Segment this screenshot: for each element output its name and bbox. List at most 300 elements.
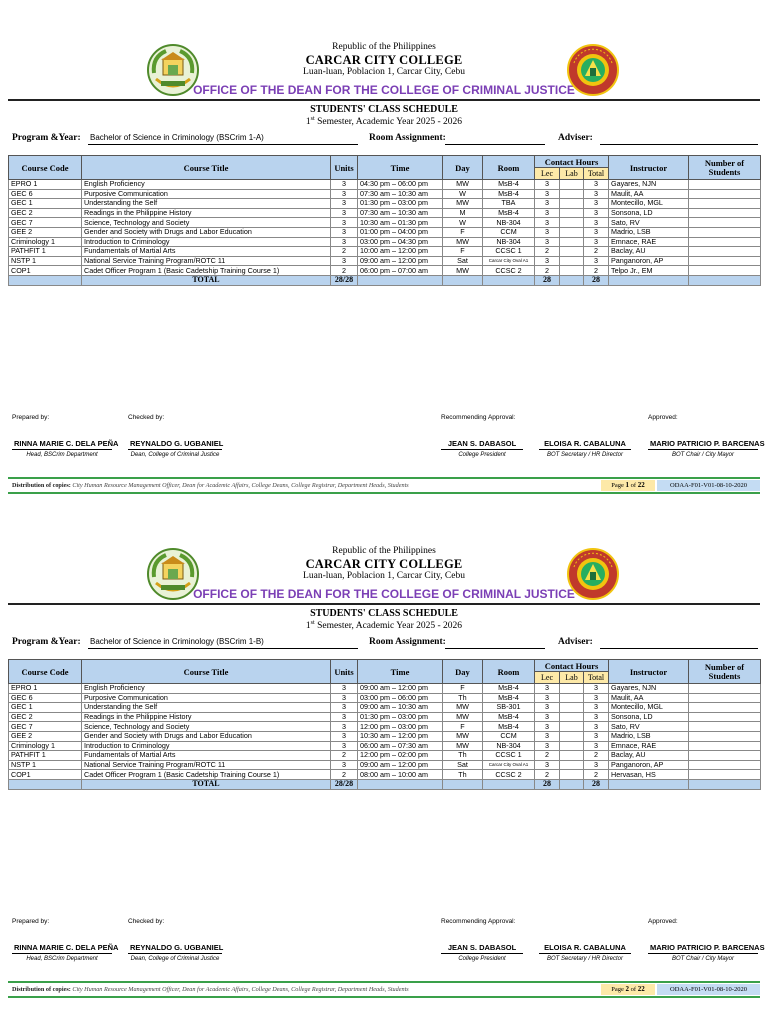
cell-instructor: Madrio, LSB (609, 227, 689, 237)
republic-line: Republic of the Philippines (332, 42, 436, 52)
distribution-line: Distribution of copies: City Human Resource Management Officer, Dean for Academic Affairs, College Deans, College Registrar, Department Heads, Students (12, 986, 409, 993)
cell-room: CCSC 2 (483, 266, 535, 276)
program-row (0, 133, 768, 147)
cell-units: 3 (331, 218, 358, 228)
cell-course-title: Readings in the Philippine History (82, 208, 331, 218)
cell-room: MsB-4 (483, 684, 535, 694)
cell-course-title: Cadet Officer Program 1 (Basic Cadetship Training Course 1) (82, 266, 331, 276)
schedule-rows (9, 684, 761, 780)
cell-course-code: Criminology 1 (9, 237, 82, 247)
footer-divider-bottom (8, 492, 760, 494)
col-header-contact-hours: Contact Hours (535, 156, 609, 168)
col-header-units: Units (331, 660, 358, 684)
cell-students (689, 684, 761, 694)
cell-students (689, 237, 761, 247)
cell-room: MsB-4 (483, 722, 535, 732)
cell-course-code: EPRO 1 (9, 684, 82, 694)
table-row (9, 722, 761, 732)
table-row (9, 180, 761, 190)
cell-room: Carcar City Oval A1 (483, 760, 535, 770)
cell-students (689, 256, 761, 266)
signature-recommending-2: ELOISA R. CABALUNA BOT Secretary / HR Director (539, 439, 631, 458)
city-seal-icon (566, 43, 620, 97)
col-header-contact-hours: Contact Hours (535, 660, 609, 672)
cell-course-code: GEE 2 (9, 731, 82, 741)
cell-day: MW (443, 266, 483, 276)
room-field (445, 144, 545, 145)
cell-lec: 2 (535, 247, 560, 257)
table-row (9, 693, 761, 703)
col-header-total: Total (584, 168, 609, 180)
cell-units: 2 (331, 247, 358, 257)
cell-course-title: Purposive Communication (82, 693, 331, 703)
program-label: Program &Year: (12, 133, 81, 143)
recommending-label: Recommending Approval: (441, 918, 516, 925)
table-row (9, 247, 761, 257)
cell-lec: 3 (535, 208, 560, 218)
cell-units: 3 (331, 180, 358, 190)
prepared-label: Prepared by: (12, 414, 50, 421)
cell-course-title: Understanding the Self (82, 703, 331, 713)
col-header-instructor: Instructor (609, 660, 689, 684)
cell-time: 07:30 am – 10:30 am (358, 189, 443, 199)
cell-lab (560, 199, 584, 209)
cell-units: 3 (331, 703, 358, 713)
schedule-page-1 (0, 0, 768, 500)
cell-time: 10:30 am – 01:30 pm (358, 218, 443, 228)
cell-lec: 2 (535, 770, 560, 780)
cell-instructor: Hervasan, HS (609, 770, 689, 780)
cell-units: 3 (331, 256, 358, 266)
cell-lec: 3 (535, 693, 560, 703)
cell-lec: 3 (535, 227, 560, 237)
cell-lec: 3 (535, 256, 560, 266)
cell-total: 3 (584, 237, 609, 247)
college-address: Luan-luan, Poblacion 1, Carcar City, Cebu (303, 571, 465, 581)
adviser-field (600, 648, 758, 649)
cell-instructor: Maulit, AA (609, 693, 689, 703)
room-label: Room Assignment: (369, 133, 446, 143)
cell-day: F (443, 247, 483, 257)
signature-recommending-1: JEAN S. DABASOL College President (441, 439, 523, 458)
cell-course-code: COP1 (9, 770, 82, 780)
cell-instructor: Telpo Jr., EM (609, 266, 689, 276)
signature-approved: MARIO PATRICIO P. BARCENAS BOT Chair / City Mayor (650, 943, 765, 962)
cell-units: 3 (331, 731, 358, 741)
cell-units: 3 (331, 741, 358, 751)
cell-units: 3 (331, 237, 358, 247)
cell-day: F (443, 227, 483, 237)
cell-course-title: Science, Technology and Society (82, 722, 331, 732)
cell-course-code: GEC 6 (9, 693, 82, 703)
cell-course-title: Fundamentals of Martial Arts (82, 751, 331, 761)
cell-room: NB-304 (483, 741, 535, 751)
cell-room: CCSC 2 (483, 770, 535, 780)
cell-time: 07:30 am – 10:30 am (358, 208, 443, 218)
cell-room: TBA (483, 199, 535, 209)
cell-lec: 2 (535, 751, 560, 761)
program-value: Bachelor of Science in Criminology (BSCrim 1-B) (88, 637, 358, 649)
col-header-course-title: Course Title (82, 660, 331, 684)
cell-instructor: Gayares, NJN (609, 180, 689, 190)
cell-course-code: NSTP 1 (9, 256, 82, 266)
cell-instructor: Sato, RV (609, 722, 689, 732)
cell-course-code: GEC 6 (9, 189, 82, 199)
cell-lec: 3 (535, 703, 560, 713)
cell-course-title: Introduction to Criminology (82, 237, 331, 247)
cell-lab (560, 731, 584, 741)
cell-lec: 3 (535, 237, 560, 247)
cell-students (689, 760, 761, 770)
col-header-course-code: Course Code (9, 156, 82, 180)
cell-room: CCM (483, 227, 535, 237)
cell-students (689, 731, 761, 741)
office-title: OFFICE OF THE DEAN FOR THE COLLEGE OF CRIMINAL JUSTICE (193, 83, 575, 97)
cell-lec: 3 (535, 712, 560, 722)
schedule-title: STUDENTS' CLASS SCHEDULE (310, 104, 458, 115)
page-header (0, 40, 768, 98)
cell-lab (560, 266, 584, 276)
cell-time: 03:00 pm – 04:30 pm (358, 237, 443, 247)
footer-divider (8, 477, 760, 479)
college-name: CARCAR CITY COLLEGE (305, 557, 463, 571)
total-units: 28/28 (331, 275, 358, 285)
table-row (9, 684, 761, 694)
cell-course-code: COP1 (9, 266, 82, 276)
cell-time: 09:00 am – 10:30 am (358, 703, 443, 713)
cell-day: Th (443, 693, 483, 703)
table-row (9, 703, 761, 713)
table-row (9, 208, 761, 218)
form-number: ODAA-F01-V01-08-10-2020 (657, 984, 760, 995)
cell-instructor: Emnace, RAE (609, 741, 689, 751)
cell-room: CCM (483, 731, 535, 741)
cell-total: 3 (584, 731, 609, 741)
cell-lab (560, 751, 584, 761)
prepared-label: Prepared by: (12, 918, 50, 925)
total-label: TOTAL (82, 275, 331, 285)
cell-day: MW (443, 712, 483, 722)
cell-total: 3 (584, 218, 609, 228)
total-units: 28/28 (331, 779, 358, 789)
table-row (9, 189, 761, 199)
college-address: Luan-luan, Poblacion 1, Carcar City, Cebu (303, 67, 465, 77)
cell-room: CCSC 1 (483, 751, 535, 761)
cell-course-title: Introduction to Criminology (82, 741, 331, 751)
cell-students (689, 703, 761, 713)
cell-total: 3 (584, 208, 609, 218)
cell-course-code: GEC 2 (9, 208, 82, 218)
cell-room: MsB-4 (483, 189, 535, 199)
table-row (9, 751, 761, 761)
table-row (9, 731, 761, 741)
cell-course-title: English Proficiency (82, 684, 331, 694)
cell-day: F (443, 722, 483, 732)
cell-course-title: Science, Technology and Society (82, 218, 331, 228)
cell-time: 12:00 pm – 02:00 pm (358, 751, 443, 761)
col-header-time: Time (358, 156, 443, 180)
signature-recommending-1: JEAN S. DABASOL College President (441, 943, 523, 962)
approved-label: Approved: (648, 414, 678, 421)
cell-units: 3 (331, 722, 358, 732)
table-row (9, 760, 761, 770)
distribution-line: Distribution of copies: City Human Resource Management Officer, Dean for Academic Affairs, College Deans, College Registrar, Department Heads, Students (12, 482, 409, 489)
cell-units: 3 (331, 712, 358, 722)
cell-students (689, 180, 761, 190)
cell-lab (560, 760, 584, 770)
cell-total: 2 (584, 247, 609, 257)
cell-students (689, 741, 761, 751)
cell-time: 10:00 am – 12:00 pm (358, 247, 443, 257)
cell-day: Sat (443, 760, 483, 770)
cell-course-title: National Service Training Program/ROTC 11 (82, 256, 331, 266)
cell-day: Th (443, 751, 483, 761)
cell-time: 06:00 pm – 07:00 am (358, 266, 443, 276)
cell-time: 08:00 am – 10:00 am (358, 770, 443, 780)
col-header-number-of-students: Number of Students (689, 660, 761, 684)
cell-course-title: Cadet Officer Program 1 (Basic Cadetship Training Course 1) (82, 770, 331, 780)
checked-label: Checked by: (128, 414, 165, 421)
cell-total: 3 (584, 693, 609, 703)
cell-time: 06:00 am – 07:30 am (358, 741, 443, 751)
cell-units: 2 (331, 770, 358, 780)
cell-course-code: EPRO 1 (9, 180, 82, 190)
cell-course-title: Understanding the Self (82, 199, 331, 209)
col-header-day: Day (443, 156, 483, 180)
cell-time: 09:00 am – 12:00 pm (358, 256, 443, 266)
schedule-page-2 (0, 504, 768, 1004)
total-lec: 28 (535, 275, 560, 285)
cell-total: 2 (584, 770, 609, 780)
room-field (445, 648, 545, 649)
cell-day: Sat (443, 256, 483, 266)
col-header-total: Total (584, 672, 609, 684)
semester-line: 1st Semester, Academic Year 2025 - 2026 (305, 116, 463, 128)
cell-lab (560, 247, 584, 257)
cell-total: 3 (584, 712, 609, 722)
program-row (0, 637, 768, 651)
header-divider (8, 603, 760, 605)
cell-time: 12:00 pm – 03:00 pm (358, 722, 443, 732)
table-row (9, 237, 761, 247)
cell-instructor: Sato, RV (609, 218, 689, 228)
republic-line: Republic of the Philippines (332, 546, 436, 556)
col-header-instructor: Instructor (609, 156, 689, 180)
cell-room: SB-301 (483, 703, 535, 713)
cell-room: MsB-4 (483, 180, 535, 190)
cell-course-title: Readings in the Philippine History (82, 712, 331, 722)
program-label: Program &Year: (12, 637, 81, 647)
program-value: Bachelor of Science in Criminology (BSCrim 1-A) (88, 133, 358, 145)
cell-units: 3 (331, 693, 358, 703)
cell-course-code: PATHFIT 1 (9, 751, 82, 761)
page-header (0, 544, 768, 602)
table-row (9, 266, 761, 276)
cell-students (689, 722, 761, 732)
cell-lec: 3 (535, 199, 560, 209)
cell-instructor: Montecillo, MGL (609, 703, 689, 713)
semester-line: 1st Semester, Academic Year 2025 - 2026 (305, 620, 463, 632)
signature-checked: REYNALDO G. UGBANIEL Dean, College of Criminal Justice (130, 439, 224, 458)
cell-course-code: GEE 2 (9, 227, 82, 237)
page-number: Page 1 of 22 (601, 480, 655, 491)
cell-total: 3 (584, 760, 609, 770)
cell-lab (560, 693, 584, 703)
cell-course-code: Criminology 1 (9, 741, 82, 751)
cell-lab (560, 684, 584, 694)
cell-units: 3 (331, 227, 358, 237)
cell-time: 01:30 pm – 03:00 pm (358, 199, 443, 209)
signature-recommending-2: ELOISA R. CABALUNA BOT Secretary / HR Director (539, 943, 631, 962)
cell-course-code: GEC 7 (9, 722, 82, 732)
cell-students (689, 247, 761, 257)
recommending-label: Recommending Approval: (441, 414, 516, 421)
form-number: ODAA-F01-V01-08-10-2020 (657, 480, 760, 491)
cell-lec: 3 (535, 684, 560, 694)
cell-lab (560, 189, 584, 199)
cell-students (689, 712, 761, 722)
cell-students (689, 770, 761, 780)
cell-course-title: Gender and Society with Drugs and Labor Education (82, 731, 331, 741)
cell-students (689, 227, 761, 237)
cell-room: NB-304 (483, 218, 535, 228)
cell-total: 3 (584, 741, 609, 751)
cell-instructor: Sonsona, LD (609, 208, 689, 218)
cell-units: 3 (331, 199, 358, 209)
cell-lec: 3 (535, 218, 560, 228)
adviser-label: Adviser: (558, 637, 593, 647)
cell-instructor: Sonsona, LD (609, 712, 689, 722)
cell-day: MW (443, 199, 483, 209)
total-hours: 28 (584, 779, 609, 789)
cell-lec: 3 (535, 722, 560, 732)
cell-total: 3 (584, 703, 609, 713)
approved-label: Approved: (648, 918, 678, 925)
cell-students (689, 199, 761, 209)
cell-instructor: Baclay, AU (609, 247, 689, 257)
col-header-lec: Lec (535, 672, 560, 684)
cell-lec: 3 (535, 180, 560, 190)
cell-lab (560, 218, 584, 228)
city-seal-icon (566, 547, 620, 601)
col-header-room: Room (483, 156, 535, 180)
cell-lab (560, 722, 584, 732)
cell-instructor: Madrio, LSB (609, 731, 689, 741)
cell-instructor: Panganoron, AP (609, 256, 689, 266)
cell-total: 3 (584, 227, 609, 237)
cell-lab (560, 227, 584, 237)
cell-room: MsB-4 (483, 208, 535, 218)
cell-lab (560, 256, 584, 266)
signature-checked: REYNALDO G. UGBANIEL Dean, College of Criminal Justice (130, 943, 224, 962)
signature-approved: MARIO PATRICIO P. BARCENAS BOT Chair / City Mayor (650, 439, 765, 458)
table-row (9, 712, 761, 722)
cell-lab (560, 180, 584, 190)
checked-label: Checked by: (128, 918, 165, 925)
cell-time: 01:00 pm – 04:00 pm (358, 227, 443, 237)
header-divider (8, 99, 760, 101)
college-name: CARCAR CITY COLLEGE (305, 53, 463, 67)
cell-day: MW (443, 703, 483, 713)
cell-time: 09:00 am – 12:00 pm (358, 760, 443, 770)
cell-course-code: GEC 1 (9, 703, 82, 713)
cell-students (689, 266, 761, 276)
cell-units: 3 (331, 760, 358, 770)
schedule-title: STUDENTS' CLASS SCHEDULE (310, 608, 458, 619)
cell-units: 3 (331, 208, 358, 218)
cell-day: MW (443, 731, 483, 741)
table-row (9, 741, 761, 751)
cell-total: 3 (584, 199, 609, 209)
cell-total: 3 (584, 256, 609, 266)
cell-lab (560, 741, 584, 751)
cell-day: Th (443, 770, 483, 780)
cell-lab (560, 712, 584, 722)
cell-total: 3 (584, 189, 609, 199)
cell-course-code: NSTP 1 (9, 760, 82, 770)
signature-prepared: RINNA MARIE C. DELA PEÑA Head, BSCrim Department (14, 439, 119, 458)
cell-day: MW (443, 180, 483, 190)
total-row (9, 779, 761, 789)
col-header-day: Day (443, 660, 483, 684)
cell-units: 2 (331, 266, 358, 276)
cell-day: F (443, 684, 483, 694)
table-row (9, 199, 761, 209)
table-row (9, 770, 761, 780)
col-header-course-title: Course Title (82, 156, 331, 180)
total-hours: 28 (584, 275, 609, 285)
total-row (9, 275, 761, 285)
cell-lec: 3 (535, 731, 560, 741)
cell-instructor: Emnace, RAE (609, 237, 689, 247)
table-row (9, 218, 761, 228)
cell-course-title: National Service Training Program/ROTC 11 (82, 760, 331, 770)
cell-day: W (443, 189, 483, 199)
page-number: Page 2 of 22 (601, 984, 655, 995)
table-row (9, 227, 761, 237)
cell-day: M (443, 208, 483, 218)
cell-units: 3 (331, 189, 358, 199)
cell-students (689, 208, 761, 218)
cell-lec: 3 (535, 760, 560, 770)
cell-lab (560, 237, 584, 247)
cell-course-code: GEC 2 (9, 712, 82, 722)
cell-instructor: Gayares, NJN (609, 684, 689, 694)
cell-lab (560, 770, 584, 780)
cell-students (689, 693, 761, 703)
cell-course-code: GEC 1 (9, 199, 82, 209)
cell-day: MW (443, 237, 483, 247)
cell-day: MW (443, 741, 483, 751)
footer-divider (8, 981, 760, 983)
cell-instructor: Panganoron, AP (609, 760, 689, 770)
col-header-units: Units (331, 156, 358, 180)
cell-course-title: English Proficiency (82, 180, 331, 190)
room-label: Room Assignment: (369, 637, 446, 647)
cell-course-code: PATHFIT 1 (9, 247, 82, 257)
col-header-time: Time (358, 660, 443, 684)
cell-total: 2 (584, 751, 609, 761)
cell-room: NB-304 (483, 237, 535, 247)
cell-room: MsB-4 (483, 712, 535, 722)
total-lec: 28 (535, 779, 560, 789)
cell-course-title: Gender and Society with Drugs and Labor Education (82, 227, 331, 237)
cell-students (689, 218, 761, 228)
cell-instructor: Baclay, AU (609, 751, 689, 761)
cell-course-title: Purposive Communication (82, 189, 331, 199)
cell-instructor: Montecillo, MGL (609, 199, 689, 209)
footer-divider-bottom (8, 996, 760, 998)
